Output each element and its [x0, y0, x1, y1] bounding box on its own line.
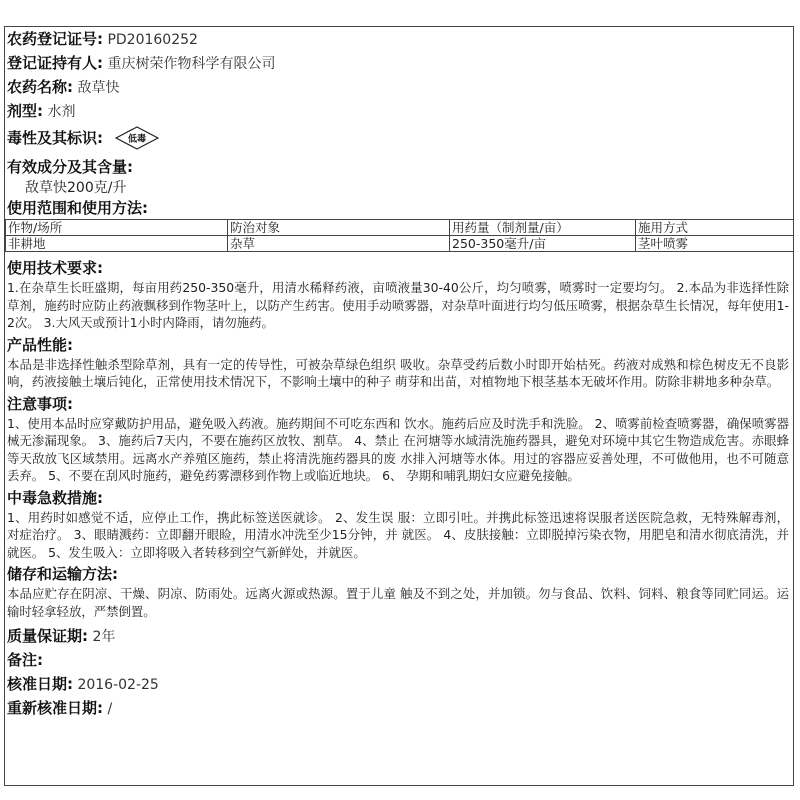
- usage-cell-dosage: 250-350毫升/亩: [450, 236, 636, 252]
- storage-text: 本品应贮存在阴凉、干燥、阴凉、防雨处。远离火源或热源。置于儿童 触及不到之处，并加锁。勿与食品、饮料、饲料、粮食等同贮同运。运 输时轻拿轻放，严禁倒置。: [7, 586, 789, 619]
- approval-row: [5, 672, 793, 696]
- diamond-toxicity-icon: [115, 126, 159, 150]
- reapproval-value: /: [107, 701, 113, 717]
- shelf-life-row: [5, 624, 793, 648]
- first-aid-title: 中毒急救措施:: [7, 488, 103, 507]
- name-value: 敌草快: [77, 80, 120, 96]
- usage-cell-crop: 非耕地: [6, 236, 228, 252]
- shelf-life-label: 质量保证期:: [7, 627, 88, 645]
- approval-label: 核准日期:: [7, 675, 73, 693]
- formulation-label: 剂型:: [7, 102, 43, 120]
- reapproval-row: [5, 696, 793, 720]
- usage-table: [5, 219, 794, 252]
- holder-label: 登记证持有人:: [7, 54, 103, 72]
- holder-row: [5, 51, 793, 75]
- reg-no-label: 农药登记证号:: [7, 30, 103, 48]
- first-aid-text: 1、用药时如感觉不适，应停止工作，携此标签送医就诊。 2、发生误 服：立即引吐。并携此标签迅速将误服者送医院急救，无特殊解毒剂， 对症治疗。 3、眼睛溅药：立即翻开眼睑，用清水冲洗至少15分钟，并 就医。 4、皮肤接触：立即脱掉污染衣物，用肥皂和清水彻底清洗，并 就医。 5、发生吸入：立即将吸入者转移到空气新鲜处，并就医。: [7, 509, 789, 560]
- toxicity-row: [5, 123, 793, 153]
- reapproval-label: 重新核准日期:: [7, 699, 103, 717]
- formulation-row: [5, 99, 793, 123]
- holder-value: 重庆树荣作物科学有限公司: [107, 56, 276, 72]
- formulation-value: 水剂: [47, 104, 76, 120]
- tech-text: 1.在杂草生长旺盛期，每亩用药250-350毫升，用清水稀释药液，亩喷液量30-40公斤，均匀喷雾，喷雾时一定要均匀。 2.本品为非选择性除草剂，施药时应防止药液飘移到作物茎叶上，以防产生药害。使用手动喷雾器，对杂草叶面进行均匀低压喷雾，根据杂草生长情况，每年使用1-2次。 3.大风天或预计1小时内降雨，请勿施药。: [7, 280, 789, 330]
- usage-table-header-row: [6, 220, 794, 236]
- notes-text: 1、使用本品时应穿戴防护用品，避免吸入药液。施药期间不可吃东西和 饮水。施药后应及时洗手和洗脸。 2、喷雾前检查喷雾器，确保喷雾器 械无渗漏现象。 3、施药后7天内，不要在施药区放牧、割草。 4、禁止 在河塘等水域清洗施药器具，避免对环境中其它生物造成危害。赤眼蜂 等天敌放飞区域禁用。远离水产养殖区施药，禁止将清洗施药器具的废 水排入河塘等水体。用过的容器应妥善处理，不可做他用，也不可随意 丢弃。 5、不要在刮风时施药，避免药雾漂移到作物上或临近地块。 6、 孕期和哺乳期妇女应避免接触。: [7, 415, 789, 483]
- usage-title: 使用范围和使用方法:: [7, 199, 148, 217]
- ingredient-title: 有效成分及其含量:: [7, 158, 133, 176]
- toxicity-badge-text: 低毒: [128, 134, 147, 145]
- pesticide-label-sheet: [4, 26, 794, 786]
- ingredient-value: 敌草快200克/升: [25, 180, 127, 196]
- reg-no-row: [5, 27, 793, 51]
- name-label: 农药名称:: [7, 78, 73, 96]
- shelf-life-value: 2年: [92, 629, 116, 645]
- table-row: [6, 236, 794, 252]
- approval-value: 2016-02-25: [77, 677, 159, 693]
- storage-title: 储存和运输方法:: [7, 565, 118, 583]
- usage-header-dosage: 用药量（制剂量/亩）: [450, 220, 636, 236]
- reg-no-value: PD20160252: [107, 32, 198, 48]
- performance-text: 本品是非选择性触杀型除草剂，具有一定的传导性，可被杂草绿色组织 吸收。杂草受药后数小时即开始枯死。药液对成熟和棕色树皮无不良影 响，药液接触土壤后钝化，正常使用技术情况下，不影响土壤中的种子 萌芽和出苗，对植物地下根茎基本无破坏作用。防除非耕地多种杂草。: [7, 356, 789, 389]
- tech-title: 使用技术要求:: [7, 259, 103, 277]
- name-row: [5, 75, 793, 99]
- toxicity-label: 毒性及其标识:: [7, 129, 103, 147]
- usage-header-target: 防治对象: [228, 220, 450, 236]
- usage-header-crop: 作物/场所: [6, 220, 228, 236]
- usage-cell-method: 茎叶喷雾: [636, 236, 794, 252]
- usage-cell-target: 杂草: [228, 236, 450, 252]
- remark-label: 备注:: [7, 651, 43, 669]
- usage-header-method: 施用方式: [636, 220, 794, 236]
- remark-row: [5, 648, 793, 672]
- performance-title: 产品性能:: [7, 335, 73, 354]
- notes-title: 注意事项:: [7, 394, 73, 413]
